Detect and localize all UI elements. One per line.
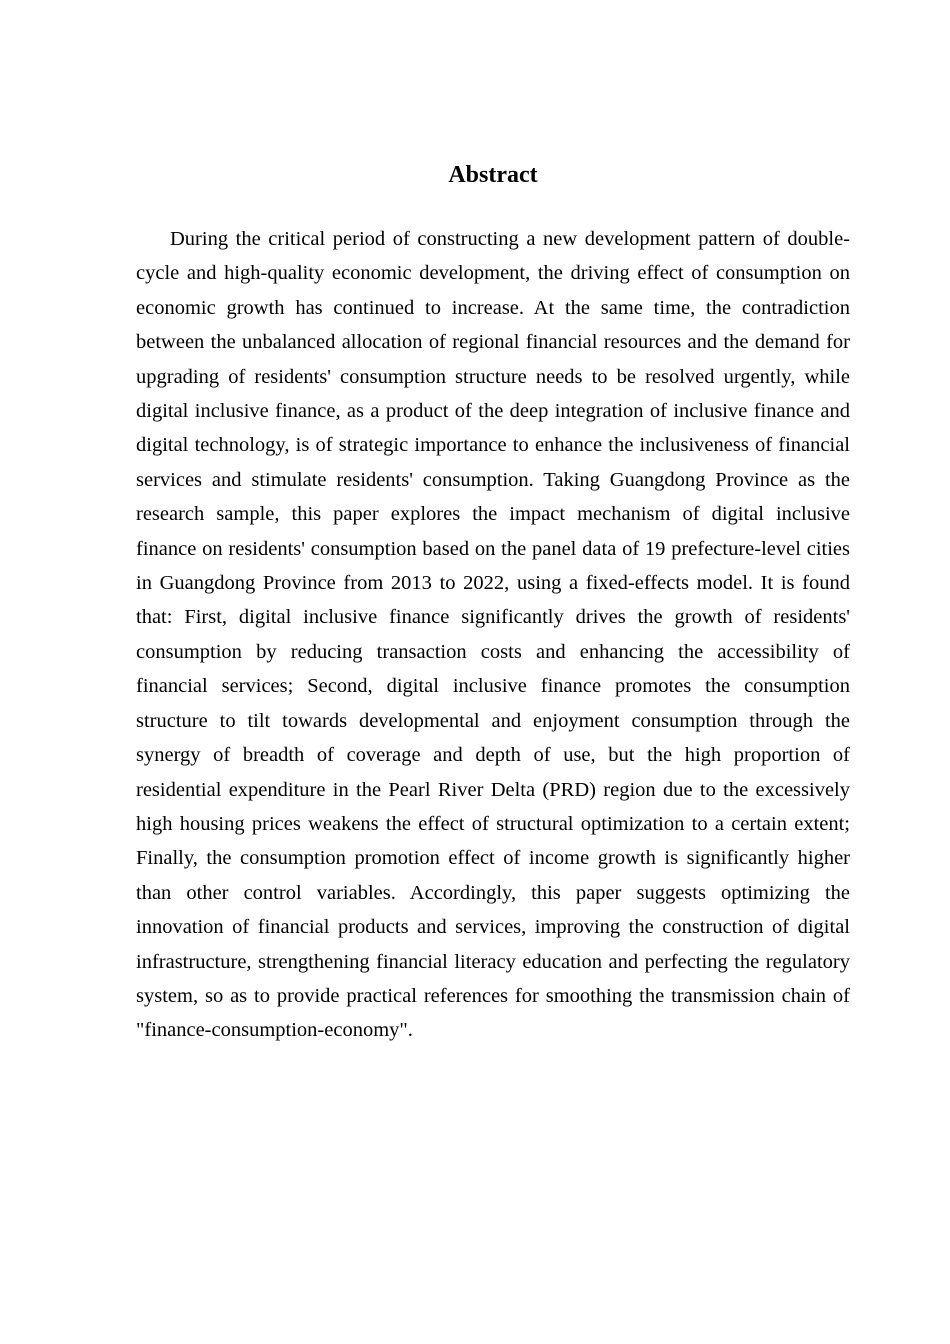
abstract-paragraph: During the critical period of constructing a new development pattern of double-cycle and high-quality economic development, the driving effect of consumption on economic growth has continued to increase. At the same time, the contradiction between the unbalanced allocation of regional financial resources and the demand for upgrading of residents' consumption structure needs to be resolved urgently, while digital inclusive finance, as a product of the deep integration of inclusive finance and digital technology, is of strategic importance to enhance the inclusiveness of financial services and stimulate residents' consumption. Taking Guangdong Province as the research sample, this paper explores the impact mechanism of digital inclusive finance on residents' consumption based on the panel data of 19 prefecture-level cities in Guangdong Province from 2013 to 2022, using a fixed-effects model. It is found that: First, digital inclusive finance significantly drives the growth of residents' consumption by reducing transaction costs and enhancing the accessibility of financial services; Second, digital inclusive finance promotes the consumption structure to tilt towards developmental and enjoyment consumption through the synergy of breadth of coverage and depth of use, but the high proportion of residential expenditure in the Pearl River Delta (PRD) region due to the excessively high housing prices weakens the effect of structural optimization to a certain extent; Finally, the consumption promotion effect of income growth is significantly higher than other control variables. Accordingly, this paper suggests optimizing the innovation of financial products and services, improving the construction of digital infrastructure, strengthening financial literacy education and perfecting the regulatory system, so as to provide practical references for smoothing the transmission chain of "finance-consumption-economy". <box>136 228 850 1042</box>
abstract-heading: Abstract <box>448 162 538 188</box>
